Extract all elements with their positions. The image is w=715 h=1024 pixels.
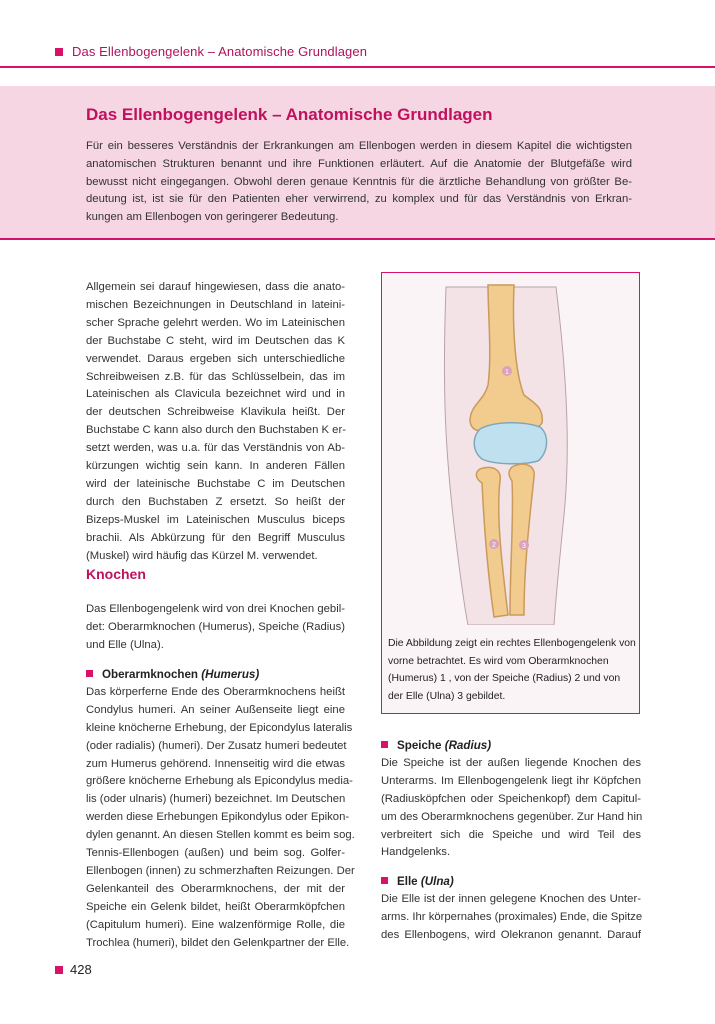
humerus-section [86, 666, 355, 953]
elbow-illustration [384, 275, 636, 625]
intro-line: kungen am Ellenbogen von geringerer Bedeutung. [86, 211, 339, 224]
text-line: Die Elle ist der innen gelegene Knochen des Unter- [381, 892, 641, 905]
radius-section [381, 737, 641, 862]
marker-label: 2 [492, 542, 496, 549]
text-line: kleine knöcherne Erhebung, der Epicondylus lateralis [86, 721, 353, 734]
subheading-square-marker [86, 670, 93, 677]
header-square-marker [55, 48, 63, 56]
subheading-radius [381, 737, 641, 755]
text-line: (Radiusköpfchen oder Speichenkopf) dem Capitul- [381, 792, 641, 805]
text-line: Unterarms. Im Ellenbogengelenk liegt ihr Köpfchen [381, 774, 641, 787]
subheading-ulna [381, 873, 641, 891]
text-line: (Capitulum humeri). Eine walzenförmige Rolle, die [86, 918, 345, 931]
page-number [55, 962, 92, 977]
paragraph-knochen [86, 601, 345, 655]
text-line: Trochlea (humeri), bildet den Gelenkpartner der Elle. [86, 936, 350, 949]
caption-line: der Elle (Ulna) 3 gebildet. [388, 690, 506, 702]
text-line: Lateinischen als Clavicula bezeichnet wird und in [86, 388, 345, 401]
subheading-latin: (Ulna) [420, 875, 454, 888]
intro-title: Das Ellenbogengelenk – Anatomische Grundlagen [86, 105, 493, 124]
text-line: größere knöcherne Erhebung als Epicondylus media- [86, 775, 353, 788]
text-line: verwendet. Daraus ergeben sich unterschiedliche [86, 352, 345, 365]
text-line: durch den Buchstaben Z ersetzt. So heißt der [86, 495, 345, 508]
text-line: der deutschen Schreibweise Klavikula heißt. Der [86, 406, 345, 419]
text-line: Schreibweisen z.B. für das Schlüsselbein, das im [86, 370, 345, 383]
subheading-latin: (Radius) [444, 739, 492, 752]
marker-label: 3 [522, 543, 526, 550]
joint-cartilage [474, 423, 546, 464]
subheading-label: Speiche [397, 739, 442, 752]
running-header [55, 44, 715, 64]
text-line: arms. Ihr körpernahes (proximales) Ende, die Spitze [381, 910, 643, 923]
page-number-square-marker [55, 966, 63, 974]
subheading-label: Oberarmknochen [102, 668, 198, 681]
text-line: Ellenbogen (innen) zu schmerzhaften Reizungen. Der [86, 864, 355, 877]
page-number-text: 428 [70, 962, 92, 977]
text-line: (Muskel) wird häufig das Kürzel M. verwendet. [86, 549, 318, 562]
text-line: und Elle (Ulna). [86, 638, 164, 651]
subheading-square-marker [381, 877, 388, 884]
text-line: mischen Bezeichnungen in Deutschland in lateini- [86, 298, 345, 311]
subheading-humerus [86, 666, 345, 684]
text-line: setzt werden, was u.a. für das Verständnis von Ab- [86, 442, 345, 455]
text-line: zum Humerus gehörend. Innenseitig wird die etwas [86, 757, 345, 770]
text-line: Handgelenks. [381, 846, 451, 859]
intro-line: deutung ist, ist sie für den Patienten eher verwirrend, zu komplex und für das Verständnis von Erkran- [86, 193, 632, 206]
text-line: wird der lateinische Buchstabe C im Deutschen [86, 477, 345, 490]
running-header-text: Das Ellenbogengelenk – Anatomische Grundlagen [72, 44, 368, 59]
text-line: des Ellenbogens, wird Olekranon genannt. Darauf [381, 928, 641, 941]
text-line: Allgemein sei darauf hingewiesen, dass die anato- [86, 281, 345, 293]
text-line: det: Oberarmknochen (Humerus), Speiche (Radius) [86, 620, 345, 633]
subheading-square-marker [381, 741, 388, 748]
text-line: der Buchstabe C steht, wird im Deutschen das K [86, 334, 345, 347]
intro-line: Für ein besseres Verständnis der Erkrankungen am Ellenbogen werden in diesem Kapitel die wichtigsten [86, 140, 632, 152]
intro-line: anatomischen Strukturen benannt und ihre Funktionen erläutert. Auf die Anatomie der Blutgefäße wird [86, 157, 632, 170]
text-line: (oder radialis) (humeri). Der Zusatz humeri bedeutet [86, 739, 347, 752]
text-line: Speiche ein Gelenk bildet, heißt Oberarmköpfchen [86, 900, 345, 913]
text-line: Das Ellenbogengelenk wird von drei Knochen gebil- [86, 603, 345, 615]
figure-caption [388, 635, 638, 705]
text-line: werden diese Erhebungen Epikondylus oder Epikon- [86, 811, 350, 824]
text-line: Bizeps-Muskel im Lateinischen Musculus biceps [86, 513, 345, 526]
text-line: Condylus humeri. An seiner Außenseite liegt eine [86, 703, 345, 716]
text-line: kürzungen wichtig sein kann. In anderen Fällen [86, 460, 345, 473]
text-line: Das körperferne Ende des Oberarmknochens heißt [86, 685, 345, 698]
ulna-section [381, 873, 641, 945]
text-line: Gelenkanteil des Oberarmknochens, der mit der [86, 882, 345, 895]
text-line: Die Speiche ist der außen liegende Knochen des [381, 756, 641, 769]
caption-line: vorne betrachtet. Es wird vom Oberarmknochen [388, 655, 609, 667]
text-line: lis (oder ulnaris) (humeri) bezeichnet. Im Deutschen [86, 793, 346, 806]
text-line: scher Sprache gelehrt werden. Wo im Lateinischen [86, 316, 345, 329]
subheading-latin: (Humerus) [201, 668, 260, 681]
intro-paragraph [86, 138, 632, 227]
section-title-knochen: Knochen [86, 566, 146, 582]
text-line: Buchstabe C kann also durch den Buchstaben K er- [86, 424, 346, 437]
caption-line: (Humerus) 1 , von der Speiche (Radius) 2 und von [388, 673, 621, 685]
header-rule [0, 66, 715, 68]
text-line: brachii. Als Abkürzung für den Begriff Musculus [86, 531, 345, 544]
text-line: dylen genannt. An diesen Stellen kommt es beim sog. [86, 829, 355, 842]
marker-label: 1 [505, 369, 509, 376]
text-line: um des Oberarmknochens gegenüber. Zur Hand hin [381, 810, 643, 823]
caption-line: Die Abbildung zeigt ein rechtes Ellenbogengelenk von [388, 638, 636, 649]
intro-line: bewusst nicht eingegangen. Obwohl deren genaue Kenntnis für die ärztliche Behandlung von größter Be- [86, 175, 632, 188]
paragraph-latin-terms [86, 279, 345, 566]
text-line: verbreitert sich die Speiche und wird Teil des [381, 828, 641, 841]
subheading-label: Elle [397, 875, 418, 888]
text-line: Tennis-Ellenbogen (außen) und beim sog. Golfer- [86, 847, 345, 860]
